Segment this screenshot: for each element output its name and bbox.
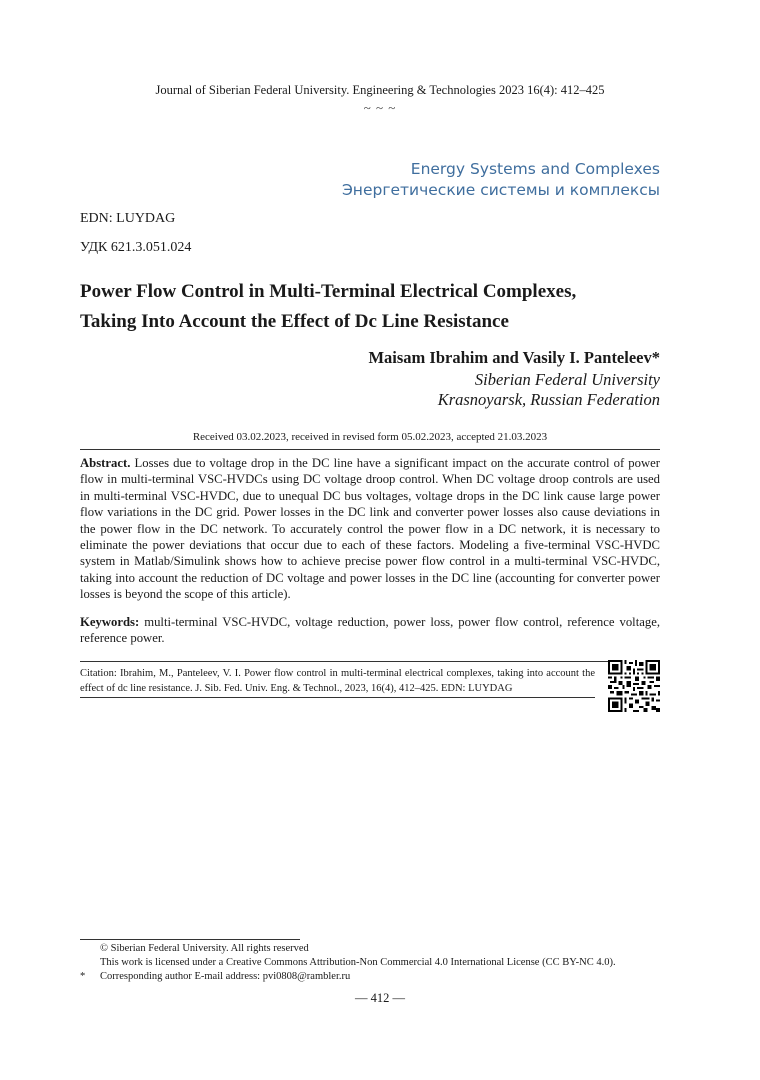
article-title-line-2: Taking Into Account the Effect of Dc Line Resistance bbox=[80, 311, 509, 332]
footnote-divider bbox=[80, 939, 300, 940]
divider-top bbox=[80, 449, 660, 450]
qr-code-icon[interactable] bbox=[608, 660, 660, 712]
keywords bbox=[80, 614, 660, 647]
edn-id: EDN: LUYDAG bbox=[80, 211, 176, 226]
abstract-label: Abstract. bbox=[80, 456, 131, 470]
divider-citation-bottom bbox=[80, 697, 595, 698]
abstract bbox=[80, 455, 660, 603]
article-title-line-1: Power Flow Control in Multi-Terminal Electrical Complexes, bbox=[80, 281, 577, 302]
footnote-corresponding bbox=[80, 970, 680, 984]
license-text: This work is licensed under a Creative Commons Attribution-Non Commercial 4.0 International License (CC BY-NC 4.0). bbox=[100, 957, 616, 968]
corresponding-text: Corresponding author E-mail address: pvi0808@rambler.ru bbox=[100, 971, 351, 982]
authors: Maisam Ibrahim and Vasily I. Panteleev* bbox=[368, 348, 660, 367]
footnote-copyright bbox=[80, 942, 680, 956]
udk-id: УДК 621.3.051.024 bbox=[80, 240, 192, 255]
header-ornament: ~ ~ ~ bbox=[363, 100, 397, 115]
divider-citation-top bbox=[80, 661, 660, 662]
section-title-russian: Энергетические системы и комплексы bbox=[341, 181, 660, 199]
article-title bbox=[80, 277, 680, 337]
citation: Citation: Ibrahim, M., Panteleev, V. I. Power flow control in multi-terminal electrical complexes, taking into account the effect of dc line resistance. J. Sib. Fed. Univ. Eng. & Technol., 2023, 16(4), 412–425. EDN: LUYDAG bbox=[80, 668, 595, 694]
location: Krasnoyarsk, Russian Federation bbox=[437, 390, 660, 409]
copyright-text: © Siberian Federal University. All rights reserved bbox=[100, 943, 309, 954]
page-number: — 412 — bbox=[355, 991, 405, 1005]
footnote-license bbox=[80, 956, 680, 970]
journal-header: Journal of Siberian Federal University. Engineering & Technologies 2023 16(4): 412–425 bbox=[155, 83, 605, 97]
keywords-label: Keywords: bbox=[80, 615, 140, 629]
abstract-text: Losses due to voltage drop in the DC line have a significant impact on the accurate control of power flow in multi-terminal VSC-HVDCs using DC voltage droop control. When DC voltage droop controls are used in multi-terminal VSC-HVDC, due to unequal DC bus voltages, voltage drops in the DC link cause large power flow variations in the DC grid. Power losses in the DC link and converter power losses also cause deviations in the power flow in the DC network. To accurately control the power flow in a DC network, it is necessary to eliminate the power deviations that occur due to each of these factors. Modeling a five-terminal VSC-HVDC system in Matlab/Simulink shows how to achieve precise power flow control in a multi-terminal VSC-HVDC, taking into account the reduction of DC voltage and power losses in the DC line (accounting for converter power losses is beyond the scope of this article). bbox=[80, 456, 660, 602]
affiliation: Siberian Federal University bbox=[474, 370, 660, 389]
received-dates: Received 03.02.2023, received in revised form 05.02.2023, accepted 21.03.2023 bbox=[192, 431, 548, 443]
keywords-text: multi-terminal VSC-HVDC, voltage reduction, power loss, power flow control, reference voltage, reference power. bbox=[80, 615, 661, 646]
section-title-english: Energy Systems and Complexes bbox=[410, 160, 660, 178]
footnote-star: * bbox=[80, 971, 86, 982]
